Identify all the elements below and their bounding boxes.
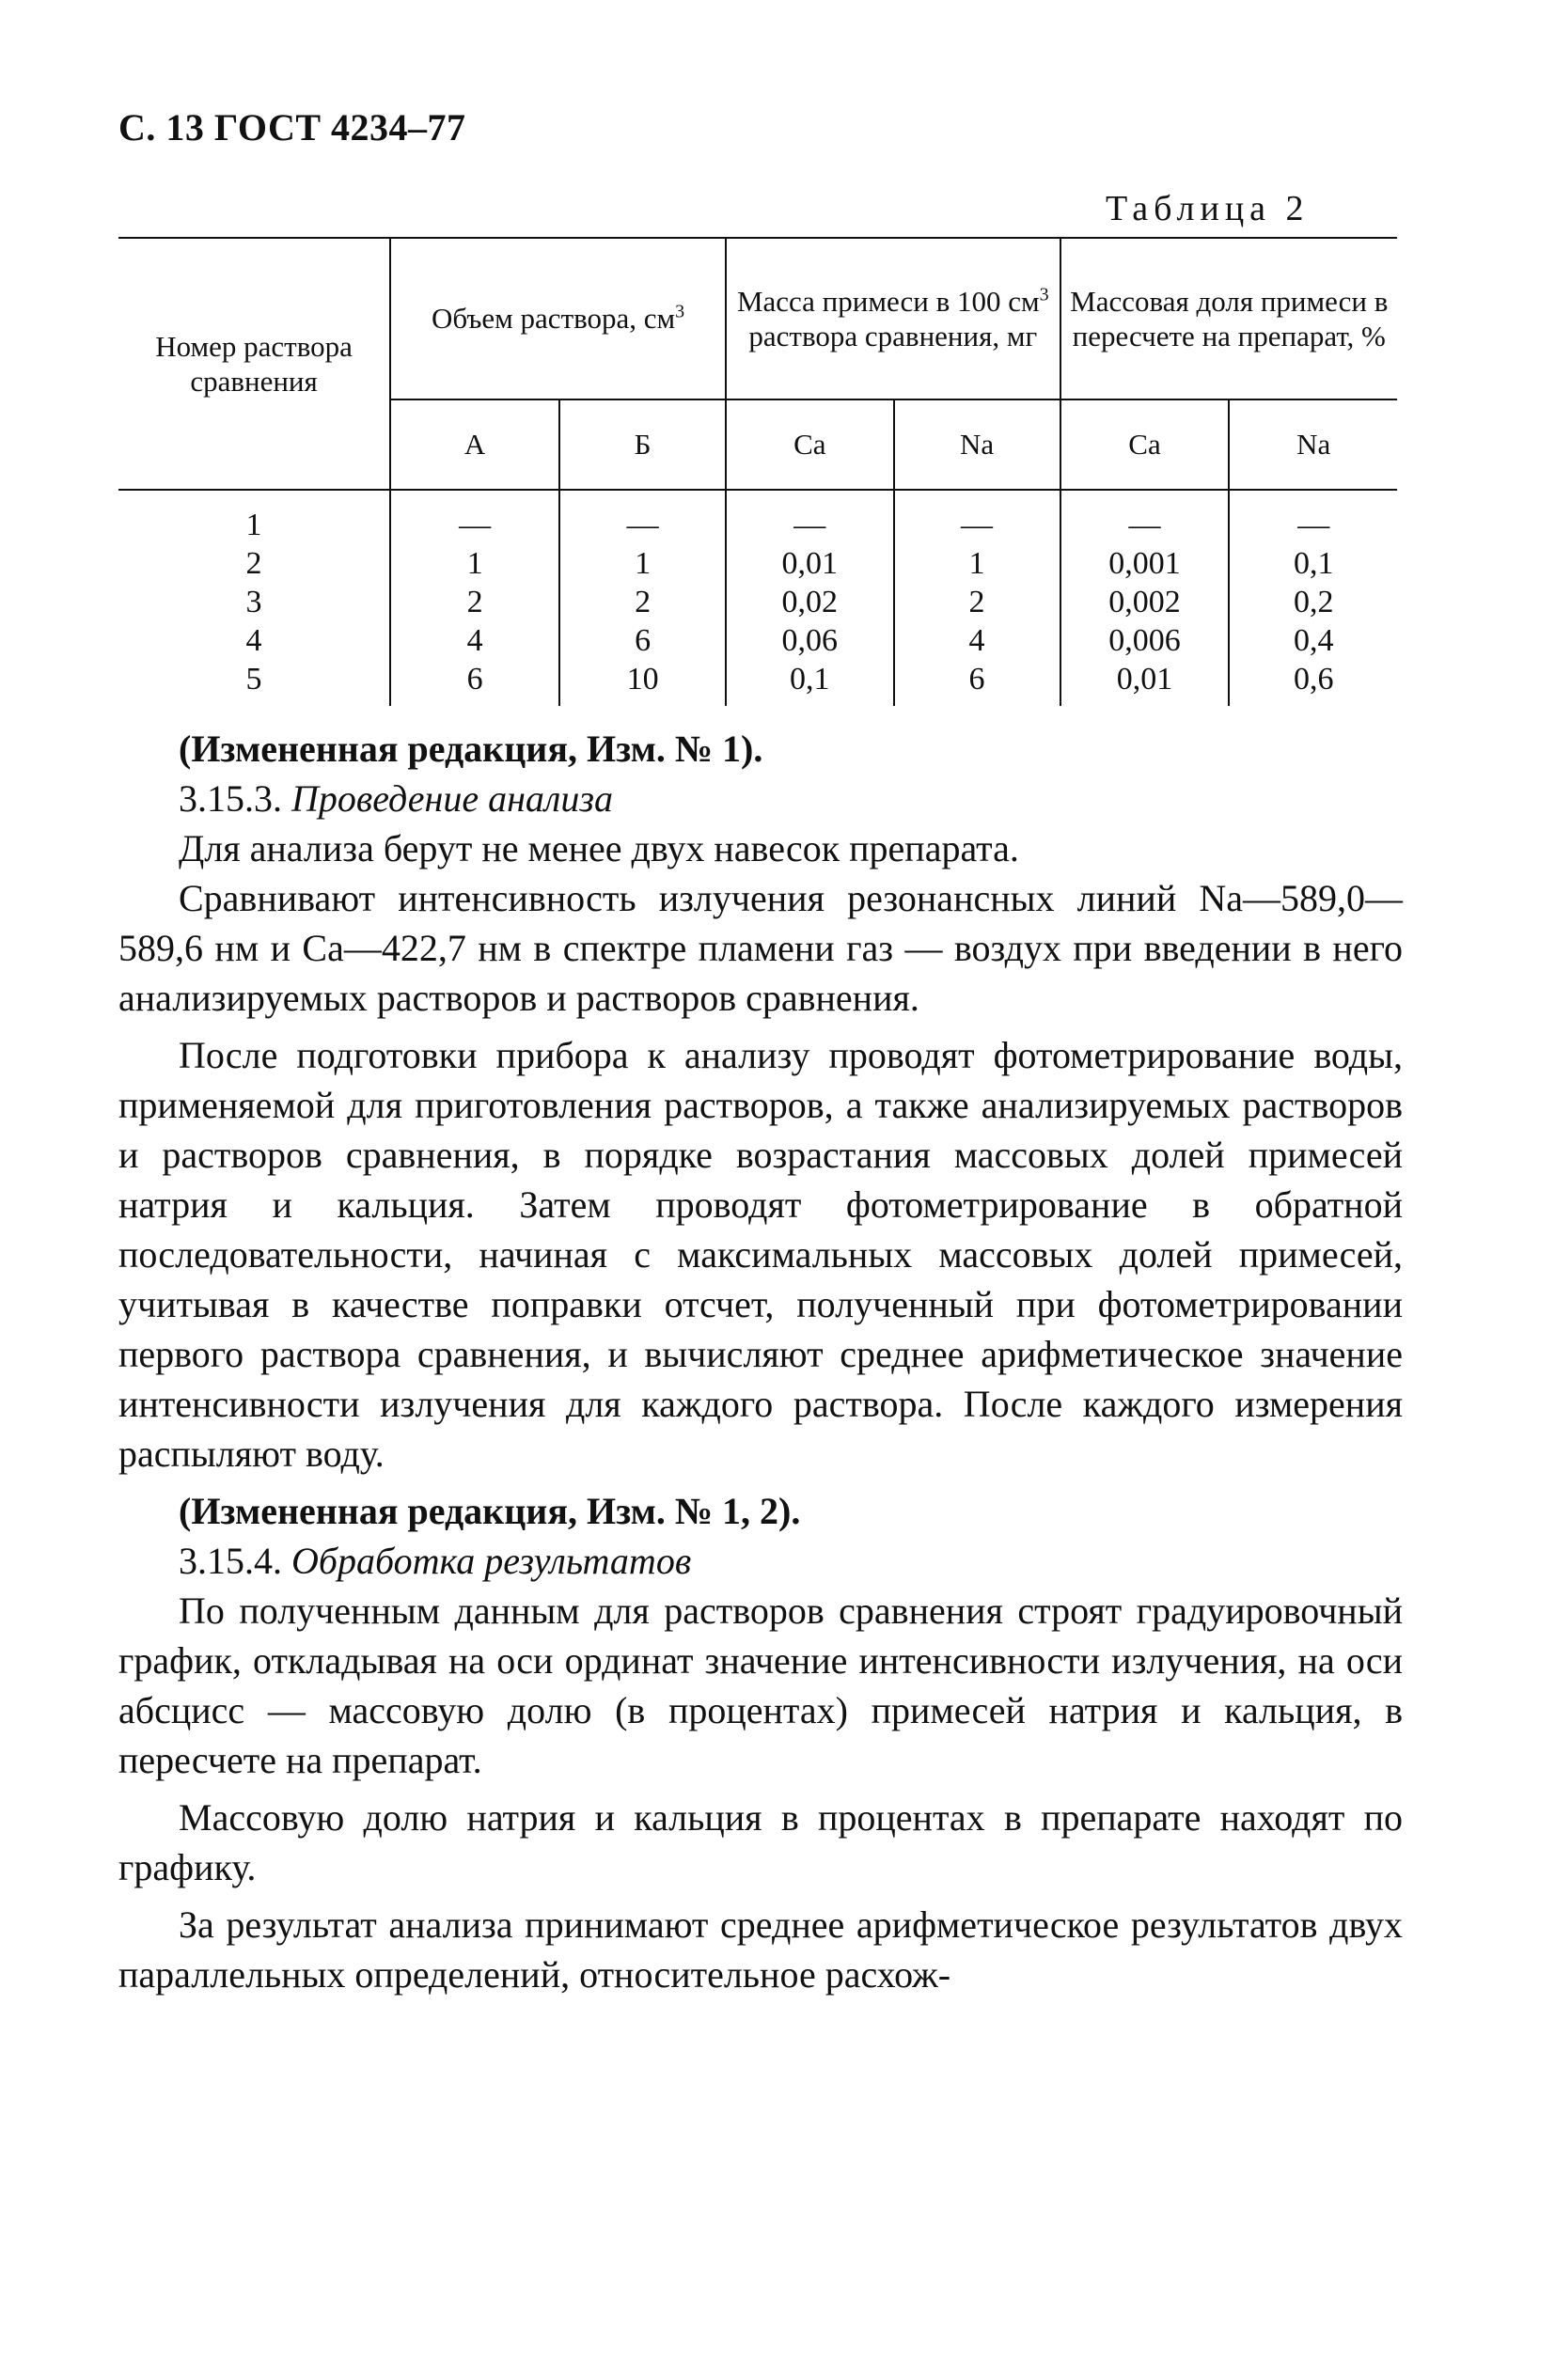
col-header-mass-pre: Масса примеси в 100 см (736, 284, 1040, 318)
page-header: С. 13 ГОСТ 4234–77 (118, 106, 466, 149)
cell-volume-b: 10 (559, 660, 726, 706)
cell-number: 2 (245, 546, 262, 581)
cell-share-ca: 0,006 (1060, 621, 1230, 660)
cell-share-ca: 0,001 (1060, 544, 1230, 583)
table-row (118, 583, 1397, 621)
subheader-a: А (390, 399, 559, 490)
col-header-mass (726, 238, 1060, 399)
paragraph-result: За результат анализа принимают среднее арифметическое результатов двух параллельных определений, относительное расхож- (118, 1903, 1403, 1996)
paragraph-photometry: После подготовки прибора к анализу проводят фотометрирование воды, применяемой для приготовления растворов, а также анализируемых растворов и растворов сравнения, в порядке возрастания массовых долей примесей натрия и кальция. Затем проводят фотометрирование в обратной последовательности, начиная с максимальных массовых долей примесей, учитывая в качестве поправки отсчет, полученный при фотометрировании первого раствора сравнения, и вычисляют среднее арифметическое значение интенсивности излучения для каждого раствора. После каждого измерения распыляют воду. (118, 1034, 1403, 1475)
cell-mass-na: 2 (894, 583, 1060, 621)
cell-volume-b: 1 (559, 544, 726, 583)
subheader-mass-na: Na (894, 399, 1060, 490)
cell-share-ca: 0,002 (1060, 583, 1230, 621)
cell-mass-na: 6 (894, 660, 1060, 706)
subheader-b: Б (559, 399, 726, 490)
table-row (118, 490, 1397, 544)
cell-volume-b: — (559, 490, 726, 544)
col-header-volume-text: Объем раствора, см (432, 302, 676, 336)
section-3-15-3-number: 3.15.3. (179, 777, 291, 820)
cell-mass-na: 4 (894, 621, 1060, 660)
cell-share-ca: 0,01 (1060, 660, 1230, 706)
subheader-share-ca: Са (1060, 399, 1230, 490)
cell-mass-ca: 0,06 (726, 621, 893, 660)
subheader-share-na: Na (1229, 399, 1397, 490)
table-row (118, 544, 1397, 583)
amendment-note-1: (Измененная редакция, Изм. № 1). (179, 728, 763, 770)
amendment-note-2: (Измененная редакция, Изм. № 1, 2). (179, 1490, 801, 1532)
cell-volume-b: 2 (559, 583, 726, 621)
document-body (118, 724, 1403, 1999)
section-3-15-3-title: Проведение анализа (291, 777, 613, 820)
section-3-15-4-title: Обработка результатов (291, 1540, 692, 1582)
col-header-volume-sup: 3 (675, 302, 685, 323)
cell-mass-na: 1 (894, 544, 1060, 583)
cell-volume-b: 6 (559, 621, 726, 660)
comparison-solutions-table (118, 237, 1397, 706)
paragraph-graph-reading: Массовую долю натрия и кальция в процентах в препарате находят по графику. (118, 1796, 1403, 1888)
cell-number: 3 (245, 585, 262, 619)
cell-mass-na: — (894, 490, 1060, 544)
table-row (118, 621, 1397, 660)
section-3-15-4-number: 3.15.4. (179, 1540, 291, 1582)
cell-share-na: — (1229, 490, 1397, 544)
table-row (118, 660, 1397, 706)
cell-mass-ca: — (726, 490, 893, 544)
cell-mass-ca: 0,02 (726, 583, 893, 621)
col-header-volume (390, 238, 726, 399)
section-3-15-4-heading (118, 1536, 1403, 1586)
section-3-15-3-heading (118, 774, 1403, 823)
cell-mass-ca: 0,1 (726, 660, 893, 706)
cell-number: 5 (245, 662, 262, 697)
paragraph-calibration-graph: По полученным данным для растворов сравнения строят градуировочный график, откладывая на оси ординат значение интенсивности излучения, на оси абсцисс — массовую долю (в процентах) примесей натрия и кальция, в пересчете на препарат. (118, 1589, 1403, 1781)
cell-volume-a: 1 (390, 544, 559, 583)
cell-share-na: 0,1 (1229, 544, 1397, 583)
cell-volume-a: 4 (390, 621, 559, 660)
cell-volume-a: — (390, 490, 559, 544)
col-header-mass-sup: 3 (1039, 284, 1049, 305)
table-caption: Таблица 2 (1106, 189, 1310, 228)
cell-volume-a: 2 (390, 583, 559, 621)
cell-number: 1 (245, 508, 262, 542)
col-header-number: Номер раствора сравнения (118, 238, 390, 490)
col-header-mass-post: раствора сравнения, мг (748, 320, 1038, 352)
cell-mass-ca: 0,01 (726, 544, 893, 583)
cell-share-na: 0,4 (1229, 621, 1397, 660)
subheader-mass-ca: Са (726, 399, 893, 490)
col-header-share: Массовая доля примеси в пересчете на препарат, % (1060, 238, 1397, 399)
cell-share-na: 0,2 (1229, 583, 1397, 621)
cell-volume-a: 6 (390, 660, 559, 706)
cell-share-ca: — (1060, 490, 1230, 544)
cell-share-na: 0,6 (1229, 660, 1397, 706)
paragraph-samples: Для анализа берут не менее двух навесок препарата. (179, 827, 1019, 869)
cell-number: 4 (245, 623, 262, 658)
paragraph-compare-intensity: Сравнивают интенсивность излучения резонансных линий Na—589,0—589,6 нм и Са—422,7 нм в спектре пламени газ — воздух при введении в него анализируемых растворов и растворов сравнения. (118, 877, 1403, 1019)
